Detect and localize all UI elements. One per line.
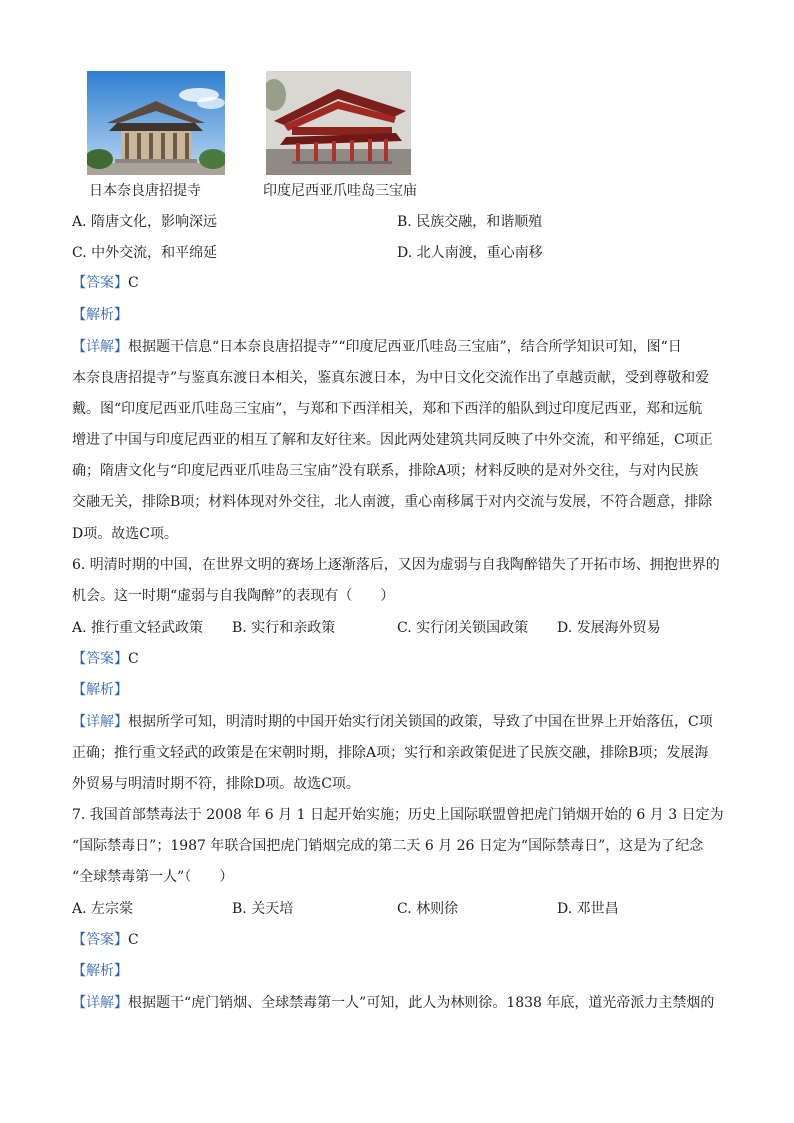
q5-option-d: D. 北人南渡，重心南移 [397, 245, 543, 261]
sampoo-temple-photo [266, 71, 411, 175]
detail-text: 根据题干信息“日本奈良唐招提寺”“印度尼西亚爪哇岛三宝庙”，结合所学知识可知，图“日 [128, 339, 682, 355]
answer-value: C [128, 651, 139, 667]
q5-detail-line-7: D项。故选C项。 [72, 526, 178, 542]
detail-text: 根据题干“虎门销烟、全球禁毒第一人”可知，此人为林则徐。1838 年底，道光帝派力主禁烟的 [128, 995, 715, 1011]
q5-option-a: A. 隋唐文化，影响深远 [72, 214, 218, 230]
figure-caption-2: 印度尼西亚爪哇岛三宝庙 [263, 183, 417, 199]
q6-option-a: A. 推行重文轻武政策 [72, 620, 204, 636]
answer-tag: 【答案】 [72, 275, 128, 291]
q5-option-b: B. 民族交融，和谐顺殖 [397, 214, 543, 230]
q7-stem-line-3: “全球禁毒第一人”（ ） [72, 869, 234, 885]
q7-analysis-tag: 【解析】 [72, 963, 128, 979]
q7-answer [72, 930, 139, 950]
q5-detail-line-3: 戴。图“印度尼西亚爪哇岛三宝庙”，与郑和下西洋相关，郑和下西洋的船队到过印度尼西亚，郑和远航 [72, 401, 703, 417]
q7-detail-line-1 [72, 993, 714, 1013]
q6-stem-line-1: 6. 明清时期的中国，在世界文明的赛场上逐渐落后，又因为虚弱与自我陶醉错失了开拓市场、拥抱世界的 [72, 557, 720, 573]
q5-detail-line-1 [72, 337, 682, 357]
q5-detail-line-5: 确；隋唐文化与“印度尼西亚爪哇岛三宝庙”没有联系，排除A项；材料反映的是对外交往，与对内民族 [72, 463, 699, 479]
q7-option-a: A. 左宗棠 [72, 901, 134, 917]
q5-option-c: C. 中外交流，和平绵延 [72, 245, 218, 261]
q6-analysis-tag: 【解析】 [72, 682, 128, 698]
q6-option-c: C. 实行闭关锁国政策 [397, 620, 529, 636]
figure-caption-1: 日本奈良唐招提寺 [89, 183, 201, 199]
q5-detail-line-4: 增进了中国与印度尼西亚的相互了解和友好往来。因此两处建筑共同反映了中外交流，和平绵延，C项正 [72, 432, 713, 448]
q7-stem-line-2: “国际禁毒日”；1987 年联合国把虎门销烟完成的第二天 6 月 26 日定为“国际禁毒日”，这是为了纪念 [72, 838, 704, 854]
q7-option-c: C. 林则徐 [397, 901, 459, 917]
answer-value: C [128, 275, 139, 291]
answer-value: C [128, 932, 139, 948]
q5-detail-line-6: 交融无关，排除B项；材料体现对外交往，北人南渡，重心南移属于对内交流与发展，不符合题意，排除 [72, 494, 713, 510]
detail-text: 根据所学可知，明清时期的中国开始实行闭关锁国的政策，导致了中国在世界上开始落伍，C项 [128, 714, 713, 730]
toshodaiji-photo [87, 71, 225, 175]
q6-answer [72, 649, 139, 669]
q6-detail-line-1 [72, 712, 713, 732]
q6-detail-line-2: 正确；推行重文轻武的政策是在宋朝时期，排除A项；实行和亲政策促进了民族交融，排除B项；发展海 [72, 745, 709, 761]
detail-tag: 【详解】 [72, 339, 128, 355]
q5-answer [72, 273, 139, 293]
q7-option-b: B. 关天培 [232, 901, 294, 917]
answer-tag: 【答案】 [72, 651, 128, 667]
q6-option-b: B. 实行和亲政策 [232, 620, 336, 636]
q5-detail-line-2: 本奈良唐招提寺”与鉴真东渡日本相关，鉴真东渡日本，为中日文化交流作出了卓越贡献，受到尊敬和爱 [72, 370, 710, 386]
detail-tag: 【详解】 [72, 714, 128, 730]
q7-stem-line-1: 7. 我国首部禁毒法于 2008 年 6 月 1 日起开始实施；历史上国际联盟曾把虎门销烟开始的 6 月 3 日定为 [72, 807, 724, 823]
q7-option-d: D. 邓世昌 [557, 901, 619, 917]
detail-tag: 【详解】 [72, 995, 128, 1011]
q5-analysis-tag: 【解析】 [72, 307, 128, 323]
answer-tag: 【答案】 [72, 932, 128, 948]
q6-option-d: D. 发展海外贸易 [557, 620, 661, 636]
q6-detail-line-3: 外贸易与明清时期不符，排除D项。故选C项。 [72, 776, 360, 792]
q6-stem-line-2: 机会。这一时期“虚弱与自我陶醉”的表现有（ ） [72, 588, 395, 604]
